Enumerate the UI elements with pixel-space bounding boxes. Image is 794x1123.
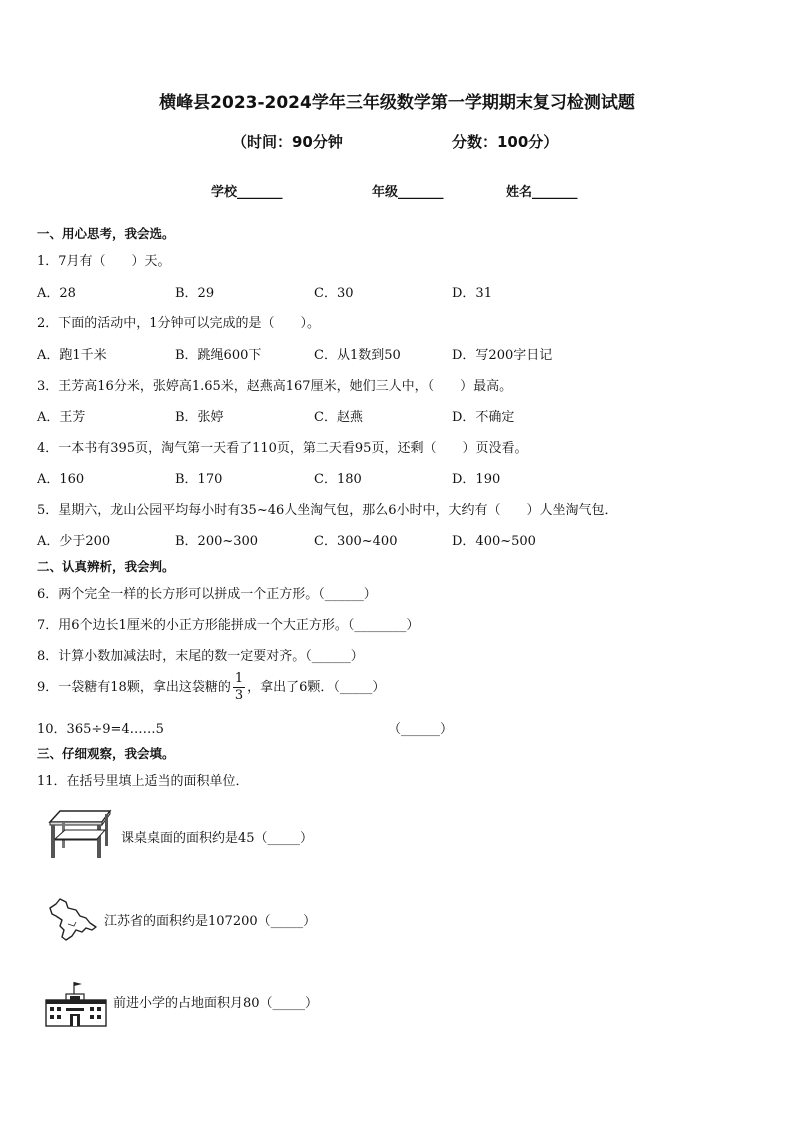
school-building-icon <box>44 980 108 1028</box>
question-10: 10．365÷9=4……5 <box>37 722 164 737</box>
q1-option-c[interactable]: C．30 <box>314 286 354 301</box>
question-4: 4．一本书有395页，淘气第一天看了110页，第二天看95页，还剩（ ）页没看。 <box>37 441 528 456</box>
section-heading-fill: 三、仔细观察，我会填。 <box>37 746 175 761</box>
q1-option-d[interactable]: D．31 <box>452 286 492 301</box>
q2-option-d[interactable]: D．写200字日记 <box>452 348 553 363</box>
q5-option-d[interactable]: D．400~500 <box>452 534 536 549</box>
province-map-icon <box>46 896 100 942</box>
q11-item-province: 江苏省的面积约是107200（_____） <box>104 914 317 929</box>
question-6: 6．两个完全一样的长方形可以拼成一个正方形。（______） <box>37 587 377 602</box>
q9-stem-end: ，拿出了6颗．（_____） <box>247 680 386 695</box>
question-2: 2．下面的活动中，1分钟可以完成的是（ ）。 <box>37 316 321 331</box>
q5-option-a[interactable]: A．少于200 <box>37 534 111 549</box>
q2-option-a[interactable]: A．跑1千米 <box>37 348 107 363</box>
question-3: 3．王芳高16分米，张婷高1.65米，赵燕高167厘米，她们三人中，（ ）最高。 <box>37 379 513 394</box>
school-field[interactable]: 学校_______ <box>211 185 283 200</box>
exam-time: （时间：90分钟 <box>232 133 343 151</box>
page-title: 横峰县2023-2024学年三年级数学第一学期期末复习检测试题 <box>159 93 635 113</box>
section-heading-judge: 二、认真辨析，我会判。 <box>37 559 175 574</box>
section-heading-choice: 一、用心思考，我会选。 <box>37 226 175 241</box>
question-5: 5．星期六，龙山公园平均每小时有35~46人坐淘气包，那么6小时中，大约有（ ）人坐淘气包． <box>37 503 618 518</box>
q3-option-c[interactable]: C．赵燕 <box>314 410 363 425</box>
q11-item-desk: 课桌桌面的面积约是45（_____） <box>121 831 314 846</box>
q2-option-c[interactable]: C．从1数到50 <box>314 348 401 363</box>
fraction-denominator: 3 <box>234 688 244 703</box>
fraction-one-third <box>233 671 245 704</box>
q1-option-a[interactable]: A．28 <box>37 286 76 301</box>
q3-option-a[interactable]: A．王芳 <box>37 410 86 425</box>
q4-option-c[interactable]: C．180 <box>314 472 362 487</box>
q5-option-b[interactable]: B．200~300 <box>175 534 259 549</box>
q4-option-a[interactable]: A．160 <box>37 472 85 487</box>
question-11: 11．在括号里填上适当的面积单位． <box>37 774 249 789</box>
q3-option-d[interactable]: D．不确定 <box>452 410 515 425</box>
q3-option-b[interactable]: B．张婷 <box>175 410 224 425</box>
question-9 <box>37 671 385 704</box>
q4-option-b[interactable]: B．170 <box>175 472 223 487</box>
fraction-numerator: 1 <box>234 671 244 686</box>
question-8: 8．计算小数加减法时，末尾的数一定要对齐。（______） <box>37 649 364 664</box>
grade-field[interactable]: 年级_______ <box>372 185 444 200</box>
name-field[interactable]: 姓名_______ <box>506 185 578 200</box>
q4-option-d[interactable]: D．190 <box>452 472 501 487</box>
q2-option-b[interactable]: B．跳绳600下 <box>175 348 262 363</box>
q9-stem-start: 9．一袋糖有18颗，拿出这袋糖的 <box>37 680 231 695</box>
q10-answer-blank[interactable]: （______） <box>388 722 454 737</box>
exam-score: 分数：100分） <box>452 133 559 151</box>
question-1: 1．7月有（ ）天。 <box>37 254 171 269</box>
q1-option-b[interactable]: B．29 <box>175 286 215 301</box>
question-7: 7．用6个边长1厘米的小正方形能拼成一个大正方形。（________） <box>37 618 420 633</box>
desk-icon <box>46 808 114 860</box>
q11-item-school: 前进小学的占地面积月80（_____） <box>113 996 319 1011</box>
q5-option-c[interactable]: C．300~400 <box>314 534 398 549</box>
